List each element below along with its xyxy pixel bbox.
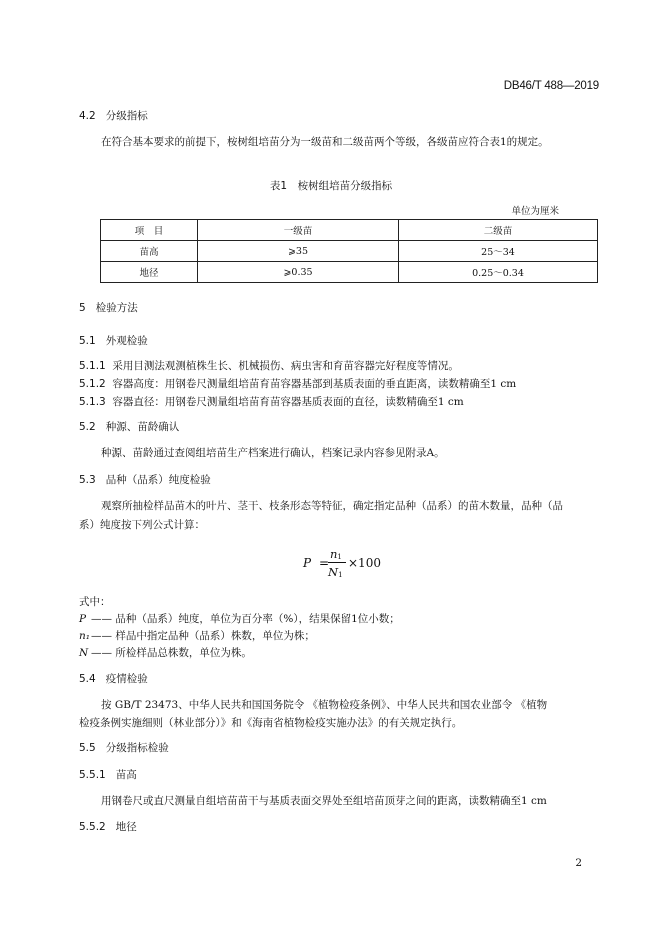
section-title: 苗高: [115, 769, 137, 781]
table-caption: 表1 桉树组培苗分级指标: [269, 180, 393, 192]
section-number: 5.3: [79, 474, 96, 486]
section-5-heading: [79, 300, 138, 315]
section-5-2-paragraph: 种源、苗龄通过查阅组培苗生产档案进行确认，档案记录内容参见附录A。: [101, 447, 445, 459]
clause-text: 容器直径：用钢卷尺测量组培苗育苗容器基质表面的直径，读数精确至1 cm: [112, 396, 464, 408]
grading-table: [100, 219, 598, 283]
section-number: 5.5: [79, 742, 96, 754]
table-header-row: [101, 220, 598, 241]
clause-number: 5.1.2: [79, 378, 106, 390]
fraction-bar: [328, 562, 346, 563]
where-label: 式中：: [79, 596, 111, 608]
section-5-1-heading: [79, 333, 148, 348]
variable-symbol: P: [79, 613, 87, 625]
standard-number: DB46/T 488—2019: [503, 80, 599, 92]
section-number: 5.5.1: [79, 769, 106, 781]
table-row: [101, 262, 598, 283]
table-header-cell: 二级苗: [399, 220, 598, 241]
section-title: 分级指标: [105, 110, 148, 122]
clause-5-1-2: [79, 376, 516, 391]
page-number: 2: [575, 857, 582, 869]
purity-formula: [300, 548, 390, 588]
variable-definition: [79, 611, 400, 626]
section-number: 5: [79, 302, 86, 314]
section-number: 5.2: [79, 421, 96, 433]
section-number: 5.1: [79, 335, 96, 347]
section-5-5-heading: [79, 740, 169, 755]
formula-lhs: P: [303, 556, 312, 570]
section-title: 外观检验: [105, 335, 148, 347]
variable-definition: [79, 628, 315, 643]
section-title: 检验方法: [95, 302, 138, 314]
table-header-cell: 项 目: [101, 220, 198, 241]
section-5-5-1-paragraph: 用钢卷尺或直尺测量自组培苗苗干与基质表面交界处至组培苗顶芽之间的距离，读数精确至1 cm: [101, 795, 547, 807]
section-5-2-heading: [79, 419, 179, 434]
table-cell: 25～34: [399, 241, 598, 262]
section-title: 分级指标检验: [105, 742, 169, 754]
table-cell: 0.25～0.34: [399, 262, 598, 283]
table-cell: 苗高: [101, 241, 198, 262]
section-5-4-heading: [79, 671, 148, 686]
section-title: 地径: [115, 821, 137, 833]
section-number: 5.4: [79, 673, 96, 685]
clause-number: 5.1.3: [79, 396, 106, 408]
table-cell: 地径: [101, 262, 198, 283]
clause-text: 采用目测法观测植株生长、机械损伤、病虫害和育苗容器完好程度等情况。: [112, 360, 459, 372]
section-number: 5.5.2: [79, 821, 106, 833]
variable-description: —— 所检样品总株数，单位为株。: [91, 647, 252, 659]
section-number: 4.2: [79, 110, 96, 122]
section-5-3-paragraph-line1: 观察所抽检样品苗木的叶片、茎干、枝条形态等特征，确定指定品种（品系）的苗木数量，品种（品: [101, 500, 563, 512]
variable-description: —— 样品中指定品种（品系）株数，单位为株；: [91, 630, 315, 642]
section-title: 品种（品系）纯度检验: [105, 474, 211, 486]
clause-5-1-3: [79, 394, 464, 409]
formula-equals: =: [319, 556, 330, 570]
table-header-cell: 一级苗: [198, 220, 399, 241]
section-5-4-paragraph-line2: 检疫条例实施细则（林业部分）》和《海南省植物检疫实施办法》的有关规定执行。: [79, 717, 463, 729]
clause-number: 5.1.1: [79, 360, 106, 372]
section-5-3-paragraph-line2: 系）纯度按下列公式计算：: [79, 519, 205, 531]
formula-denominator: N1: [328, 565, 343, 579]
variable-description: —— 品种（品系）纯度，单位为百分率（%），结果保留1位小数；: [91, 613, 400, 625]
section-4-2-paragraph: 在符合基本要求的前提下，桉树组培苗分为一级苗和二级苗两个等级，各级苗应符合表1的规定。: [101, 136, 549, 148]
section-5-4-paragraph-line1: 按 GB/T 23473、中华人民共和国国务院令 《植物检疫条例》、中华人民共和国农业部令 《植物: [101, 699, 548, 711]
section-4-2-heading: [79, 108, 148, 123]
variable-symbol: n₁: [79, 630, 90, 642]
clause-5-1-1: [79, 358, 459, 373]
clause-text: 容器高度：用钢卷尺测量组培苗育苗容器基部到基质表面的垂直距离，读数精确至1 cm: [112, 378, 517, 390]
table-cell: ⩾35: [198, 241, 399, 262]
formula-multiplier: ×100: [348, 556, 381, 570]
table-cell: ⩾0.35: [198, 262, 399, 283]
section-title: 种源、苗龄确认: [105, 421, 180, 433]
section-title: 疫情检验: [105, 673, 148, 685]
variable-definition: [79, 645, 252, 660]
variable-symbol: N: [79, 647, 89, 659]
section-5-3-heading: [79, 472, 211, 487]
table-row: [101, 241, 598, 262]
table-unit: 单位为厘米: [511, 206, 559, 217]
section-5-5-2-heading: [79, 819, 137, 834]
formula-numerator: n1: [330, 547, 342, 561]
section-5-5-1-heading: [79, 767, 137, 782]
